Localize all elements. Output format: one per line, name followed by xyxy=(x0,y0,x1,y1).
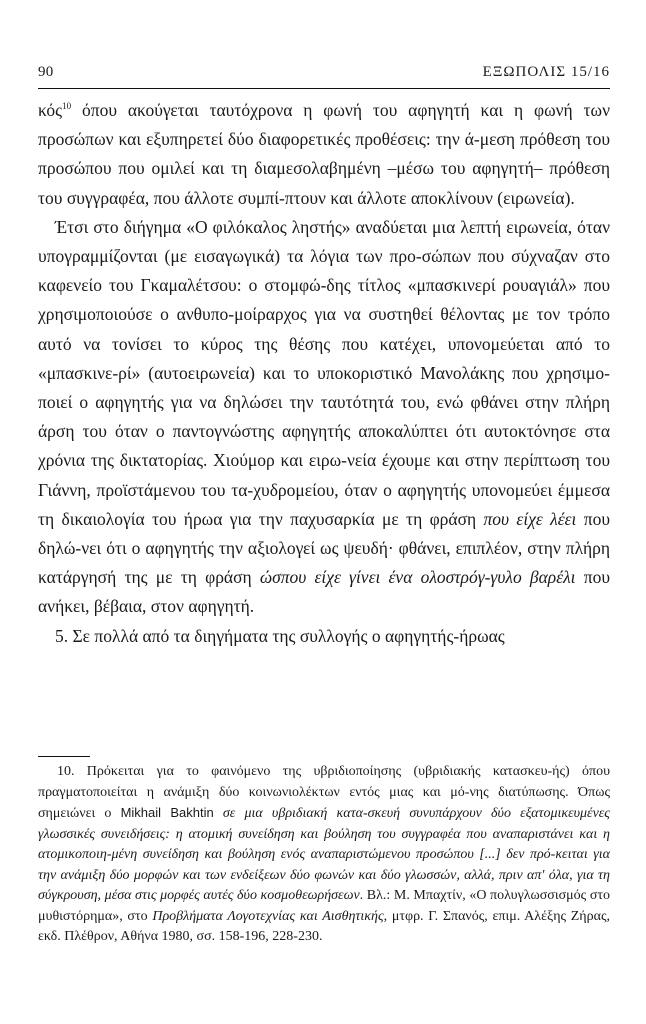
italic-quote: σε μια υβριδιακή κατα-σκευή συνυπάρχουν δύο εξατομικευμένες γλωσσικές συνειδήσεις: η ατομική συνείδηση και βούληση του συγγραφέα που αναπαριστάνει και η ατομικοποιη-μένη συνείδηση και βούληση ενός αναπαριστώμενου προσώπου [...] δεν πρό-κειται για την ανάμιξη δύο μορφών και των ενδείξεων δύο φωνών και δύο γλωσσών, αλλά, πριν απ' όλα, για τη σύγκρουση, μέσα στις μορφές αυτές δύο κοσμοθεωρήσεων xyxy=(38,806,610,903)
text-run: 10. Πρόκειται για το φαινόμενο της υβριδιοποίησης (υβριδιακής κατασκευ-ής) όπου πραγματοποιείται η ανάμιξη δύο κοινωνιολέκτων εντός μιας και μό-νης διατύπωσης. Όπως σημειώνει ο xyxy=(38,764,610,821)
header-rule xyxy=(38,88,610,89)
footnote xyxy=(38,762,610,948)
paragraph xyxy=(38,213,610,622)
paragraph xyxy=(38,96,610,213)
italic-phrase: που είχε λέει xyxy=(483,508,577,529)
text-run: όπου ακούγεται ταυτόχρονα η φωνή του αφηγητή και η φωνή των προσώπων και εξυπηρετεί δύο διαφορετικές προθέσεις: την ά-μεση πρόθεση του προσώπου που ομιλεί και τη διαμεσολαβημένη –μέσω του αφηγητή– πρόθεση του συγγραφέα, που άλλοτε συμπί-πτουν και άλλοτε αποκλίνουν (ειρωνεία). xyxy=(38,100,610,208)
paragraph: 5. Σε πολλά από τα διηγήματα της συλλογής ο αφηγητής-ήρωας xyxy=(55,625,505,646)
text-run: Έτσι στο διήγημα «Ο φιλόκαλος ληστής» αναδύεται μια λεπτή ειρωνεία, όταν υπογραμμίζονται (με εισαγωγικά) τα λόγια των προ-σώπων που σύχναζαν στο καφενείο του Γκαμαλέτσου: ο στομφώ-δης τίτλος «μπασκινερί ρουαγιάλ» που χρησιμοποιούσε ο ανθυπο-μοίραρχος για να συστηθεί θέλοντας με τον τρόπο αυτό να τονίσει το κύρος της θέσης που κατέχει, υπονομεύεται από το «μπασκινε-ρί» (αυτοειρωνεία) και το υποκοριστικό Μανολάκης που χρησιμο-ποιεί ο αφηγητής για να δηλώσει την ταυτότητά του, ενώ φθάνει στην πλήρη άρση του όταν ο παντογνώστης αφηγητής αποκαλύπτει ότι αυτοκτόνησε στα χρόνια της δικτατορίας. Χιούμορ και ειρω-νεία έχουμε και στην περίπτωση του Γιάννη, προϊστάμενου του τα-χυδρομείου, όταν ο αφηγητής υπονομεύει έμμεσα τη δικαιολογία του ήρωα για την παχυσαρκία με τη φράση xyxy=(38,216,610,529)
text-run: κός xyxy=(38,100,63,120)
text-run: . Βλ.: Μ. Μπαχτίν, «Ο πολυγλωσσισμός στο μυθιστόρημα», στο xyxy=(38,888,610,924)
author-name: Mikhail Bakhtin xyxy=(120,805,214,820)
text-run xyxy=(214,806,223,821)
running-title: ΕΞΩΠΟΛΙΣ 15/16 xyxy=(482,64,610,80)
italic-phrase: ώσπου είχε γίνει ένα ολοστρόγ-γυλο βαρέλι xyxy=(259,567,576,588)
text-run: που δηλώ-νει ότι ο αφηγητής την αξιολογεί ως ψευδή· φθάνει, επιπλέον, στην πλήρη κατάργησή της με τη φράση xyxy=(38,508,610,588)
page-number: 90 xyxy=(38,64,54,80)
text-run: που ανήκει, βέβαια, στον αφηγητή. xyxy=(38,567,611,617)
footnote-rule xyxy=(38,756,90,757)
main-text xyxy=(38,96,610,651)
footnote-marker: 10 xyxy=(62,101,72,112)
book-title: Προβλήματα Λογοτεχνίας και Αισθητικής xyxy=(152,908,384,924)
text-run: , μτφρ. Γ. Σπανός, επιμ. Αλέξης Ζήρας, εκδ. Πλέθρον, Αθήνα 1980, σσ. 158-196, 228-230. xyxy=(38,908,610,944)
